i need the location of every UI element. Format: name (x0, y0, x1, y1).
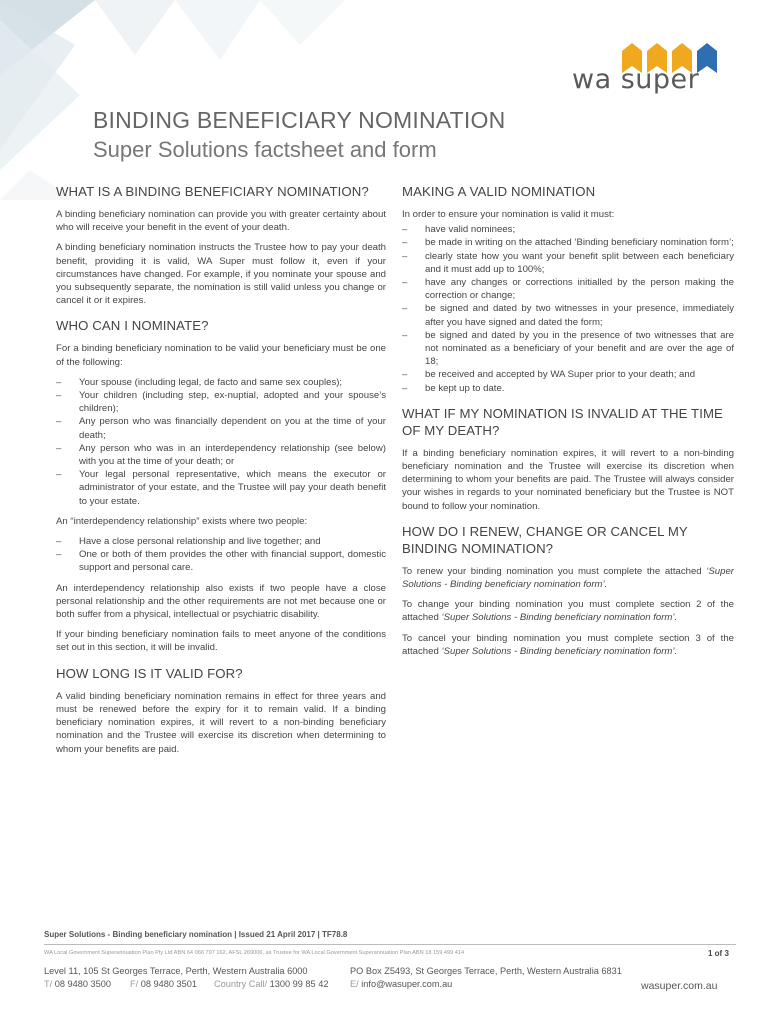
email (350, 979, 452, 989)
list-item: – be kept up to date. (402, 382, 734, 395)
footer-document-reference: Super Solutions - Binding beneficiary nomination | Issued 21 April 2017 | TF78.8 (44, 930, 348, 939)
email-value[interactable]: info@wasuper.com.au (361, 979, 453, 989)
paragraph: An interdependency relationship also exists if two people have a close personal relationship and the other requirements are not met because one or both suffer from a physical, intellectual or psychiatric disability. (56, 582, 386, 621)
list-item: – be signed and dated by you in the presence of two witnesses that are not nominated as a beneficiary of your benefit and are over the age of 18; (402, 329, 734, 369)
fax (130, 979, 197, 989)
fax-value: 08 9480 3501 (140, 979, 197, 989)
list-item: – be received and accepted by WA Super prior to your death; and (402, 368, 734, 381)
paragraph-cancel (402, 632, 734, 658)
footer-divider (44, 944, 736, 945)
country-call-label: Country Call/ (214, 979, 268, 989)
list-item: – Any person who was in an interdependency relationship (see below) with you at the time of your death; or (56, 442, 386, 468)
website-link[interactable]: wasuper.com.au (641, 980, 718, 992)
email-label: E/ (350, 979, 359, 989)
beneficiary-list (56, 376, 386, 508)
section-heading-what-is: WHAT IS A BINDING BENEFICIARY NOMINATION? (56, 184, 369, 199)
section-heading-invalid-at-death: WHAT IF MY NOMINATION IS INVALID AT THE TIME OF MY DEATH? (402, 405, 723, 438)
phone-label: T/ (44, 979, 53, 989)
list-item: – Have a close personal relationship and live together; and (56, 535, 386, 548)
fax-label: F/ (130, 979, 139, 989)
renew-text: To renew your binding nomination you must complete the attached (402, 565, 702, 577)
phone (44, 979, 111, 989)
form-reference: ‘Super Solutions - Binding beneficiary nomination form’. (441, 645, 678, 657)
paragraph: A binding beneficiary nomination can provide you with greater certainty about who will receive your benefit in the event of your death. (56, 209, 386, 234)
country-call-value: 1300 99 85 42 (269, 979, 329, 989)
list-item: – be made in writing on the attached ‘Binding beneficiary nomination form’; (402, 236, 734, 249)
phone-value: 08 9480 3500 (54, 979, 111, 989)
list-item: – One or both of them provides the other with financial support, domestic support and personal care. (56, 548, 386, 574)
postal-address: PO Box Z5493, St Georges Terrace, Perth, Western Australia 6831 (350, 966, 622, 976)
interdependency-list (56, 535, 386, 575)
section-heading-making-valid: MAKING A VALID NOMINATION (402, 184, 596, 199)
section-heading-how-long-valid: HOW LONG IS IT VALID FOR? (56, 665, 243, 681)
list-item: – Your legal personal representative, which means the executor or administrator of your estate, and the Trustee will pay your death benefit to your estate. (56, 468, 386, 508)
country-call (214, 979, 328, 989)
document-subtitle: Super Solutions factsheet and form (93, 137, 437, 162)
form-reference: ‘Super Solutions - Binding beneficiary nomination form’. (441, 612, 678, 624)
list-item: – clearly state how you want your benefit split between each beneficiary and it must add up to 100%; (402, 250, 734, 276)
section-heading-renew-change-cancel: HOW DO I RENEW, CHANGE OR CANCEL MY BINDING NOMINATION? (402, 523, 688, 556)
document-title: BINDING BENEFICIARY NOMINATION (93, 107, 506, 133)
paragraph: If your binding beneficiary nomination fails to meet anyone of the conditions set out in this section, it will be invalid. (56, 629, 386, 654)
list-item: – Any person who was financially dependent on you at the time of your death; (56, 415, 386, 441)
list-item: – Your spouse (including legal, de facto and same sex couples); (56, 376, 386, 389)
paragraph: A valid binding beneficiary nomination remains in effect for three years and must be renewed before the expiry for it to remain valid. If a binding beneficiary nomination expires, it will revert to a non-binding beneficiary nomination and the Trustee will exercise its discretion when determining to whom your benefits are paid. (56, 690, 386, 755)
logo-wordmark: wa super (572, 64, 700, 95)
street-address: Level 11, 105 St Georges Terrace, Perth, Western Australia 6000 (44, 966, 308, 976)
paragraph: A binding beneficiary nomination instructs the Trustee how to pay your death benefit, providing it is valid, WA Super must follow it, even if your circumstances have changed. For example, if you nominate your spouse and you subsequently separate, the nomination is still valid unless you change or cancel it or it expires. (56, 242, 386, 307)
list-item: – have valid nominees; (402, 223, 734, 236)
right-column (402, 183, 734, 665)
paragraph: In order to ensure your nomination is valid it must: (402, 209, 615, 220)
cancel-text: To cancel your binding nomination you must complete section 3 of the attached (402, 632, 734, 657)
list-item: – Your children (including step, ex-nuptial, adopted and your spouse’s children); (56, 389, 386, 415)
list-item: – have any changes or corrections initialled by the person making the correction or change; (402, 276, 734, 302)
footer-legal-text: WA Local Government Superannuation Plan Pty Ltd ABN 64 066 797 162, AFSL 269006, as Trustee for WA Local Government Superannuation Plan ABN 18 159 499 414 (44, 950, 465, 956)
paragraph: An “interdependency relationship” exists where two people: (56, 515, 308, 527)
paragraph-renew (402, 565, 734, 591)
section-heading-who-can-i-nominate: WHO CAN I NOMINATE? (56, 318, 209, 334)
left-column (56, 183, 386, 763)
page-number: 1 of 3 (708, 949, 729, 958)
form-reference: ‘Super Solutions - Binding beneficiary nomination form’. (402, 565, 734, 591)
requirements-list (402, 223, 734, 395)
list-item: – be signed and dated by two witnesses in your presence, immediately after you have signed and dated the form; (402, 302, 734, 328)
paragraph-change (402, 598, 734, 624)
paragraph: For a binding beneficiary nomination to be valid your beneficiary must be one of the following: (56, 343, 386, 368)
paragraph: If a binding beneficiary nomination expires, it will revert to a non-binding beneficiary nomination and the Trustee will exercise its discretion when determining to whom your benefits are paid. The Trustee will always consider your wishes in regards to your nominated beneficiary but the Trustee is NOT bound to follow your nomination. (402, 447, 734, 512)
change-text: To change your binding nomination you must complete section 2 of the attached (402, 599, 734, 624)
